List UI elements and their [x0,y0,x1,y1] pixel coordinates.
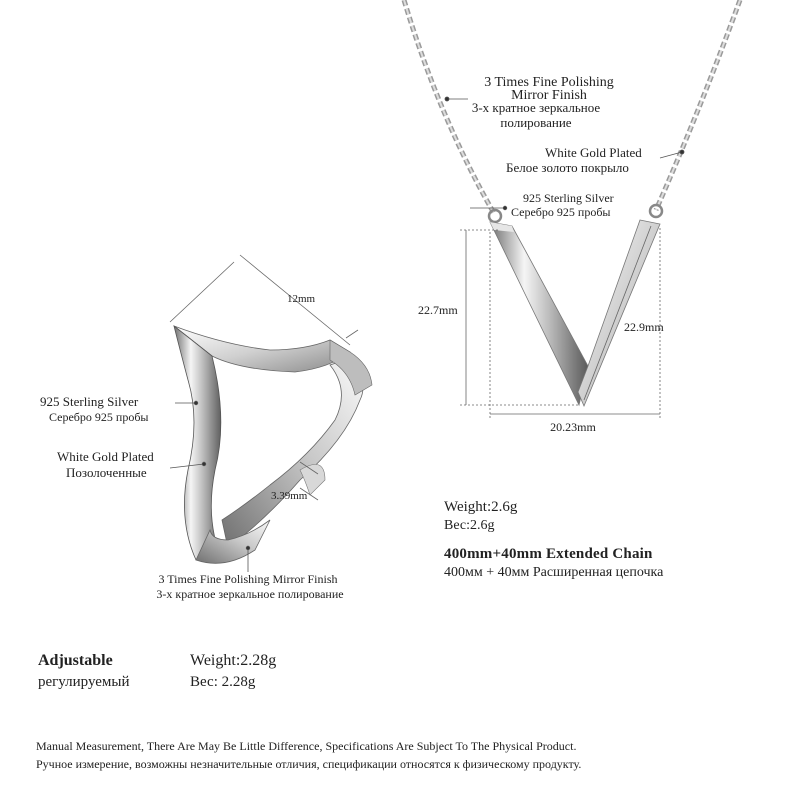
necklace-height-dimension: 22.7mm [418,303,458,317]
necklace-polish-label-ru-1: 3-х кратное зеркальное [471,100,601,115]
necklace-polish-label-ru-2: полирование [500,115,572,130]
ring-polish-label-ru: 3-х кратное зеркальное полирование [156,587,344,601]
necklace-width-dimension: 20.23mm [550,420,596,434]
ring-silver-label-ru: Серебро 925 пробы [49,410,149,424]
necklace-weight-ru: Вес:2.6g [444,518,495,533]
ring [174,326,372,563]
ring-plated-label-en: White Gold Plated [57,449,154,464]
footer-disclaimer-en: Manual Measurement, There Are May Be Little Difference, Specifications Are Subject To The Physical Product. [36,739,577,753]
ring-width-dimension: 12mm [287,293,316,305]
ring-weight-en: Weight:2.28g [190,652,277,669]
necklace-polish-label-en-2: Mirror Finish [511,88,587,103]
ring-polish-label-en: 3 Times Fine Polishing Mirror Finish [158,572,338,586]
v-pendant [490,220,660,406]
ring-weight-ru: Вес: 2.28g [190,674,256,690]
necklace-side-dimension: 22.9mm [624,320,664,334]
necklace-silver-label-en: 925 Sterling Silver [523,191,614,205]
necklace-silver-label-ru: Серебро 925 пробы [511,205,611,219]
necklace-chain-en: 400mm+40mm Extended Chain [444,546,653,562]
ring-plated-label-ru: Позолоченные [66,465,147,480]
necklace-plated-label-en: White Gold Plated [545,145,642,160]
ring-adjustable-ru: регулируемый [38,674,130,690]
ring-silver-label-en: 925 Sterling Silver [40,394,139,409]
ring-adjustable-en: Adjustable [38,652,113,669]
ring-band-dimension: 3.39mm [271,490,308,502]
necklace-polish-label-en-1: 3 Times Fine Polishing [484,75,614,90]
footer-disclaimer-ru: Ручное измерение, возможны незначительные отличия, спецификации относятся к физическому продукту. [36,757,582,771]
necklace-weight-en: Weight:2.6g [444,499,518,515]
necklace-chain-ru: 400мм + 40мм Расширенная цепочка [444,565,664,580]
necklace-plated-label-ru: Белое золото покрыло [506,160,629,175]
